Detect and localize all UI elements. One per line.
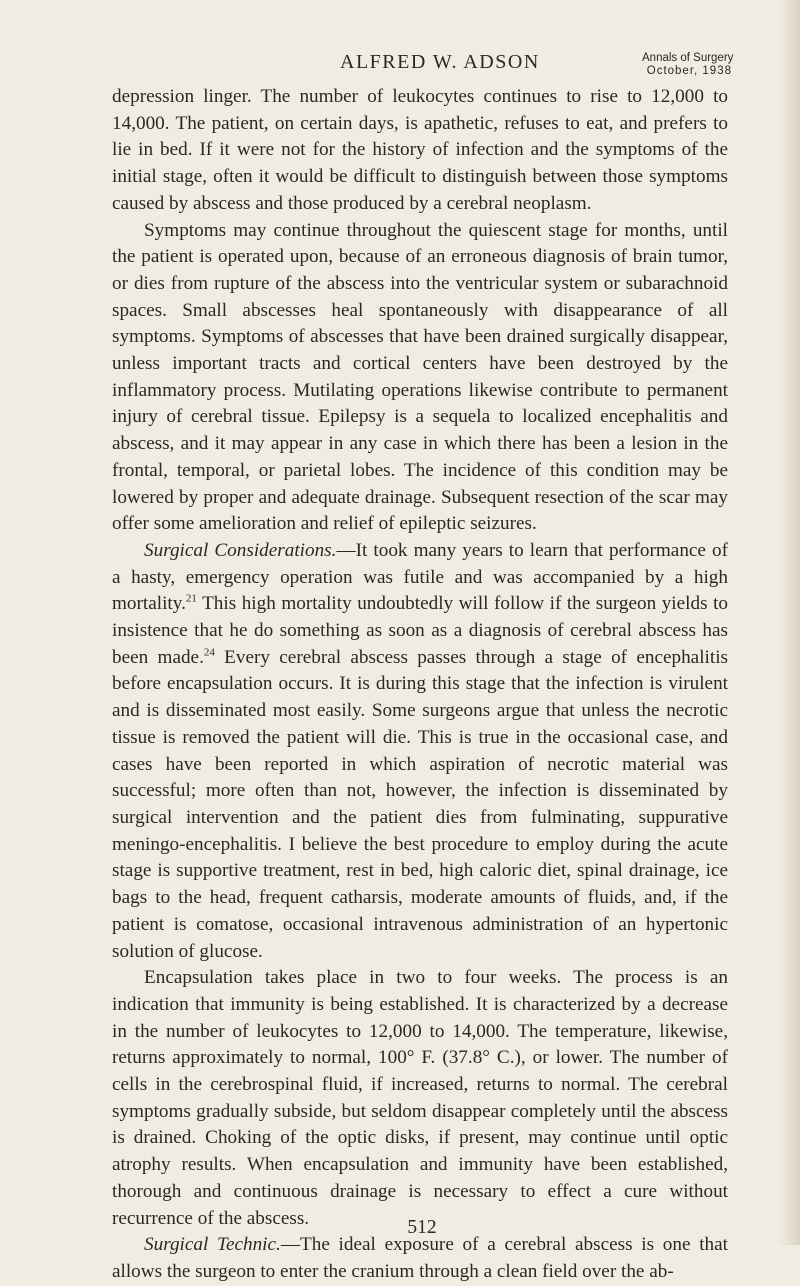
- journal-title: Annals of Surgery: [642, 52, 734, 64]
- paragraph-encapsulation: Encapsulation takes place in two to four weeks. The process is an indication that immunity is being established. It is characterized by a decrease in the number of leukocytes to 12,000 to 14,000. The temperature, likewise, returns approximately to normal, 100° F. (37.8° C.), or lower. The number of cells in the cerebrospinal fluid, if increased, returns to normal. The cerebral symptoms gradually subside, but seldom disappear completely until the abscess is drained. Choking of the optic disks, if present, may continue until optic atrophy results. When encapsulation and immunity have been established, thorough and continuous drainage is necessary to effect a cure without recurrence of the abscess.: [112, 967, 728, 1229]
- running-head-author: ALFRED W. ADSON: [340, 51, 540, 73]
- footnote-ref[interactable]: 24: [203, 646, 215, 659]
- journal-date: October, 1938: [646, 65, 732, 77]
- paragraph-text: Every cerebral abscess passes through a stage of encephalitis before encapsulation occurs. It is during this stage that the infection is virulent and is disseminated most easily. Some surgeons argue that unless the necrotic tissue is removed the patient will die. This is true in the occasional case, and cases have been reported in which aspiration of necrotic material was successful; more often than not, however, the infection is disseminated by surgical intervention and the patient dies from fulminating, suppurative meningo-encephalitis. I believe the best procedure to employ during the acute stage is supportive treatment, rest in bed, high caloric diet, spinal drainage, ice bags to the head, frequent catharsis, moderate amounts of fluids, and, if the patient is comatose, occasional intravenous administration of an hypertonic solution of glucose.: [112, 646, 728, 962]
- page-header: [0, 38, 800, 78]
- paragraph-text: —The ideal exposure of a cerebral abscess is one that allows the surgeon to enter the cranium through a clean field over the ab-: [112, 1234, 728, 1282]
- journal-info: [642, 52, 732, 78]
- section-heading-surgical-technic: Surgical Technic.: [144, 1234, 281, 1256]
- page-number: 512: [407, 1217, 437, 1238]
- paragraph-continued: depression linger. The number of leukocytes continues to rise to 12,000 to 14,000. The patient, on certain days, is apathetic, refuses to eat, and prefers to lie in bed. If it were not for the history of infection and the symptoms of the initial stage, often it would be difficult to distinguish between those symptoms caused by abscess and those produced by a cerebral neoplasm.: [112, 86, 728, 214]
- page-edge-shadow: [778, 0, 800, 1245]
- paragraph-surgical-considerations: [112, 538, 728, 965]
- paragraph-text: —It took many years to learn that performance of a hasty, emergency operation was futile and was accompanied by a high mortality.: [112, 539, 728, 615]
- section-heading-surgical-considerations: Surgical Considerations.: [144, 539, 337, 561]
- footnote-ref[interactable]: 21: [185, 592, 197, 605]
- article-body: [112, 84, 728, 1286]
- paragraph-quiescent-stage: Symptoms may continue throughout the quiescent stage for months, until the patient is operated upon, because of an erroneous diagnosis of brain tumor, or dies from rupture of the abscess into the ventricular system or subarachnoid spaces. Small abscesses heal spontaneously with disappearance of all symptoms. Symptoms of abscesses that have been drained surgically disappear, unless important tracts and cortical centers have been destroyed by the inflammatory process. Mutilating operations likewise contribute to permanent injury of cerebral tissue. Epilepsy is a sequela to localized encephalitis and abscess, and it may appear in any case in which there has been a lesion in the frontal, temporal, or parietal lobes. The incidence of this condition may be lowered by proper and adequate drainage. Subsequent resection of the scar may offer some amelioration and relief of epileptic seizures.: [112, 219, 728, 535]
- paragraph-surgical-technic: [112, 1232, 728, 1285]
- paragraph-text: This high mortality undoubtedly will follow if the surgeon yields to insistence that he do something as soon as a diagnosis of cerebral abscess has been made.: [112, 593, 728, 668]
